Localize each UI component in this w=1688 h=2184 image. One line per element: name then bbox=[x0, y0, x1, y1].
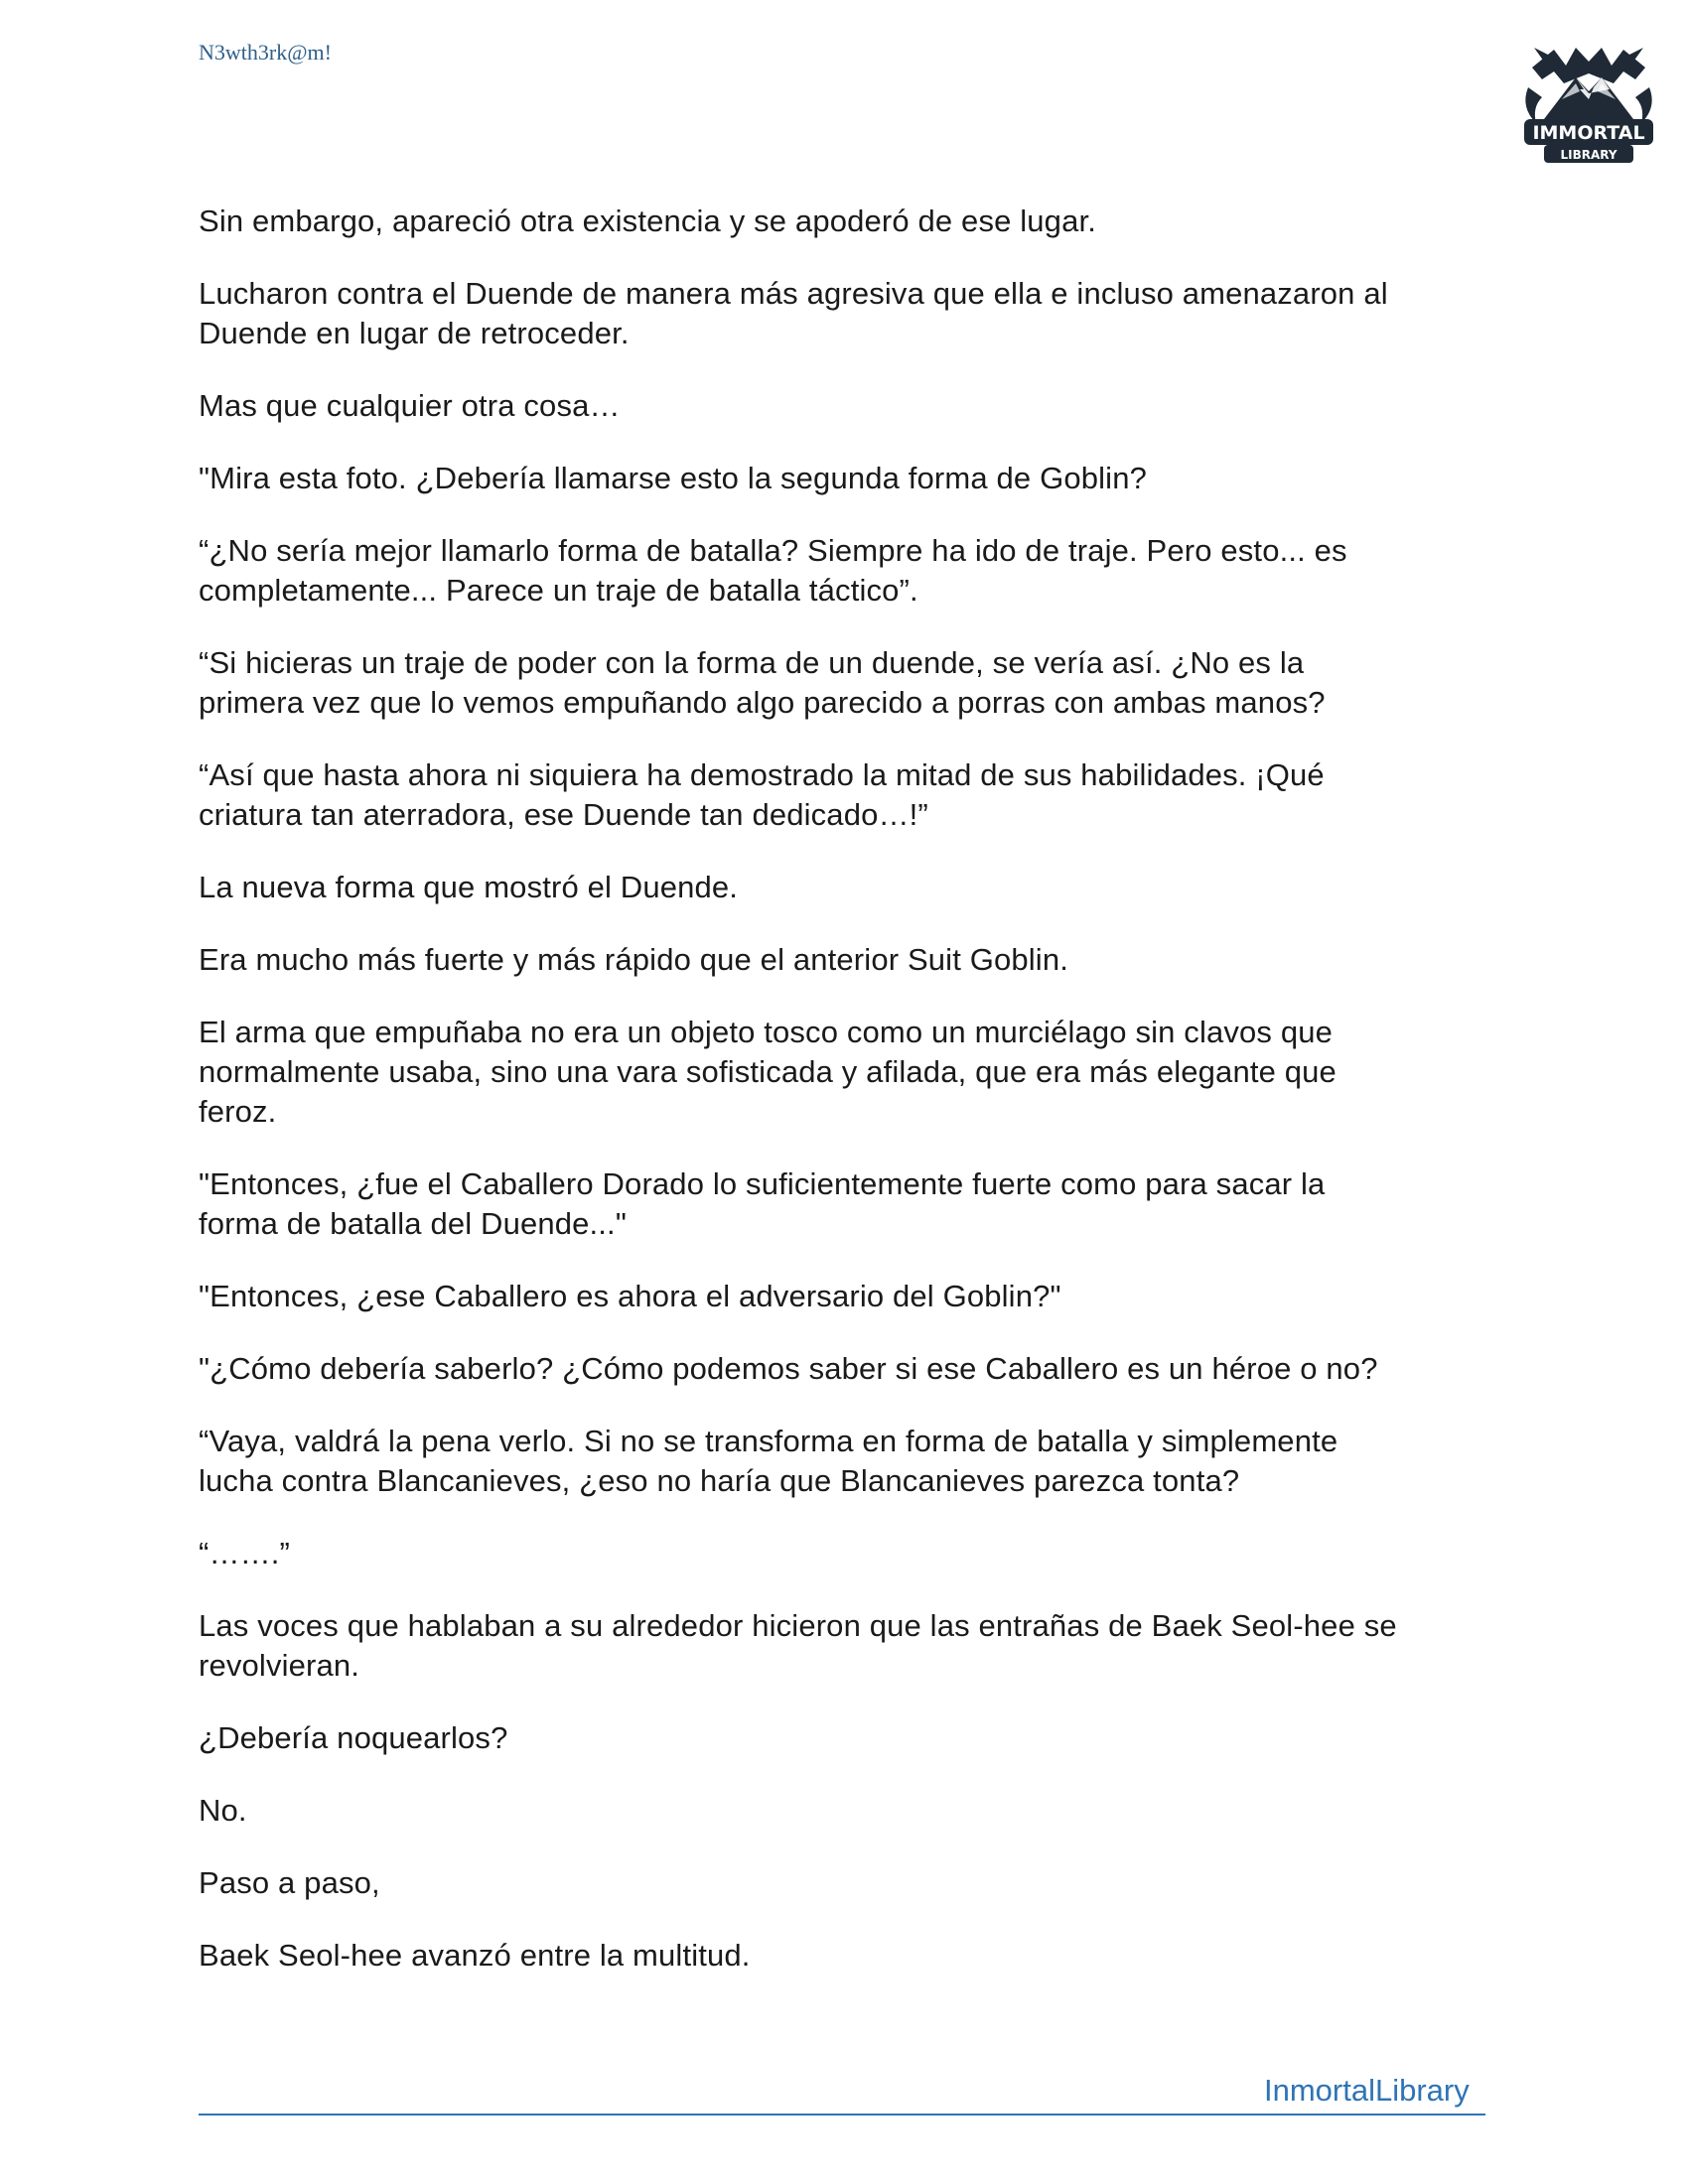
paragraph: “…….” bbox=[199, 1536, 291, 1570]
paragraph: “¿No sería mejor llamarlo forma de batalla? Siempre ha ido de traje. Pero esto... es completamente... Parece un traje de batalla táctico”. bbox=[199, 533, 1347, 608]
logo-line2: LIBRARY bbox=[1560, 148, 1618, 162]
paragraph: “Si hicieras un traje de poder con la forma de un duende, se vería así. ¿No es la primera vez que lo vemos empuñando algo parecido a porras con ambas manos? bbox=[199, 645, 1326, 720]
header-watermark-text: N3wth3rk@m! bbox=[199, 40, 332, 65]
document-body bbox=[199, 202, 1499, 2008]
paragraph: El arma que empuñaba no era un objeto tosco como un murciélago sin clavos que normalmente usaba, sino una vara sofisticada y afilada, que era más elegante que feroz. bbox=[199, 1015, 1336, 1129]
paragraph: "¿Cómo debería saberlo? ¿Cómo podemos saber si ese Caballero es un héroe o no? bbox=[199, 1351, 1378, 1386]
paragraph: "Entonces, ¿fue el Caballero Dorado lo suficientemente fuerte como para sacar la forma de batalla del Duende..." bbox=[199, 1166, 1326, 1241]
footer-library-link[interactable]: InmortalLibrary bbox=[1264, 2073, 1470, 2108]
paragraph: Mas que cualquier otra cosa… bbox=[199, 388, 621, 423]
paragraph: “Vaya, valdrá la pena verlo. Si no se transforma en forma de batalla y simplemente lucha contra Blancanieves, ¿eso no haría que Blancanieves parezca tonta? bbox=[199, 1424, 1338, 1498]
paragraph: Paso a paso, bbox=[199, 1865, 380, 1900]
paragraph: Sin embargo, apareció otra existencia y se apoderó de ese lugar. bbox=[199, 204, 1096, 238]
logo-line1: IMMORTAL bbox=[1532, 122, 1645, 144]
paragraph: Las voces que hablaban a su alrededor hicieron que las entrañas de Baek Seol-hee se revolvieran. bbox=[199, 1608, 1397, 1683]
paragraph: La nueva forma que mostró el Duende. bbox=[199, 870, 739, 904]
footer-divider bbox=[199, 2114, 1485, 2116]
paragraph: Lucharon contra el Duende de manera más agresiva que ella e incluso amenazaron al Duende en lugar de retroceder. bbox=[199, 276, 1388, 350]
paragraph: “Así que hasta ahora ni siquiera ha demostrado la mitad de sus habilidades. ¡Qué criatura tan aterradora, ese Duende tan dedicado…!” bbox=[199, 757, 1325, 832]
paragraph: ¿Debería noquearlos? bbox=[199, 1720, 508, 1755]
paragraph: Baek Seol-hee avanzó entre la multitud. bbox=[199, 1938, 751, 1973]
paragraph: "Mira esta foto. ¿Debería llamarse esto la segunda forma de Goblin? bbox=[199, 461, 1147, 495]
paragraph: Era mucho más fuerte y más rápido que el anterior Suit Goblin. bbox=[199, 942, 1068, 977]
paragraph: "Entonces, ¿ese Caballero es ahora el adversario del Goblin?" bbox=[199, 1279, 1061, 1313]
immortal-library-logo-icon bbox=[1514, 28, 1663, 177]
paragraph: No. bbox=[199, 1793, 247, 1828]
